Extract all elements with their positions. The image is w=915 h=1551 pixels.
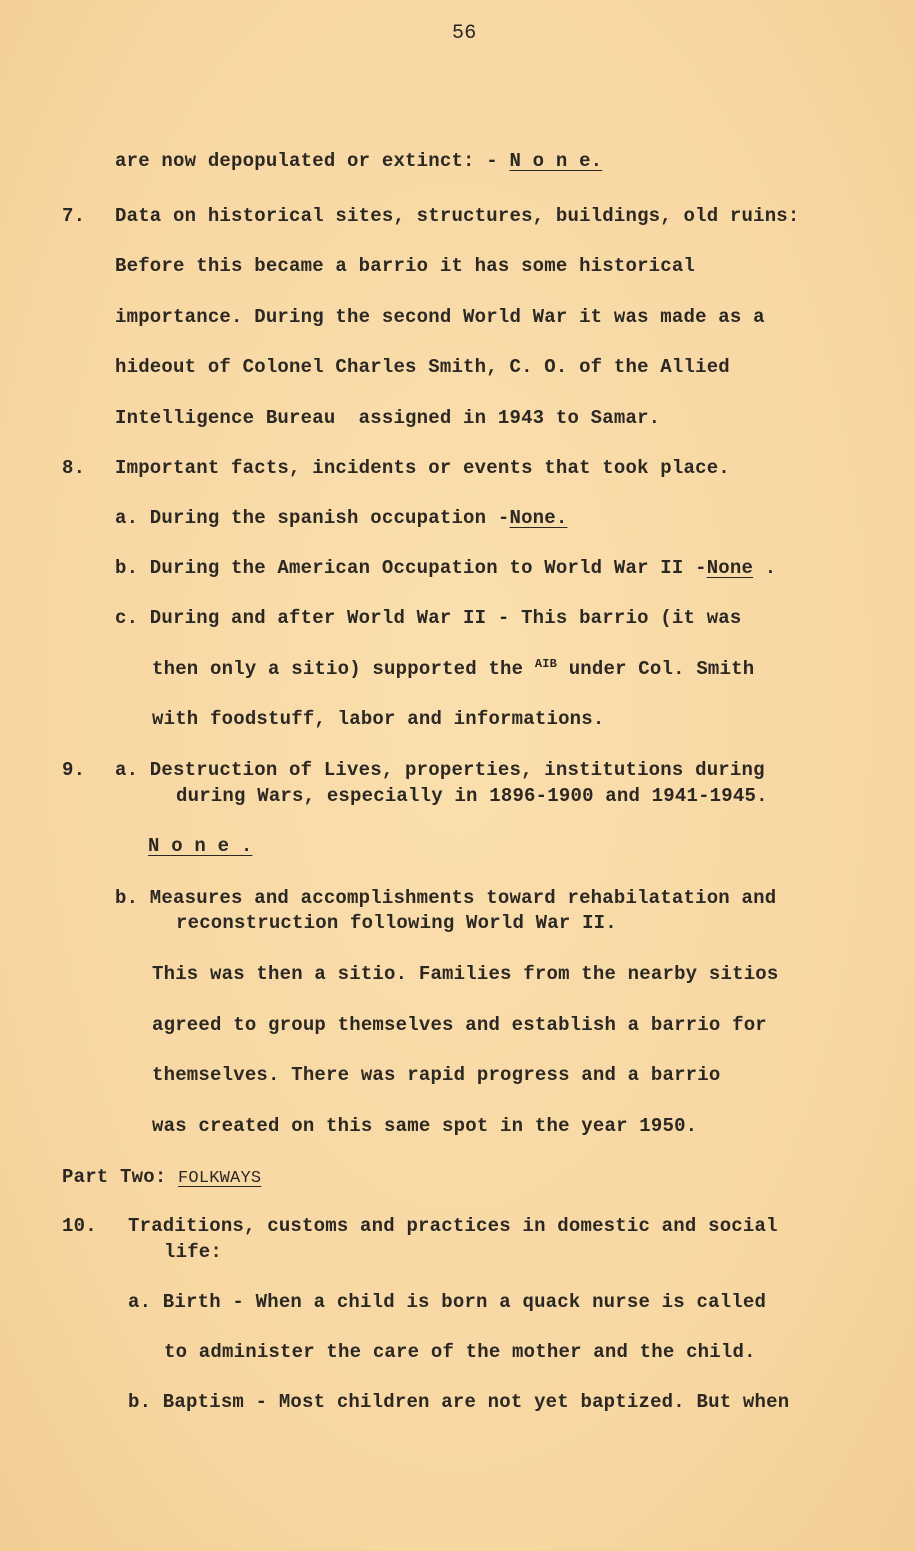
- item-10a-line-1: a. Birth - When a child is born a quack nurse is called: [128, 1291, 767, 1313]
- item-9a-line-2: during Wars, especially in 1896-1900 and 1941-1945.: [176, 785, 768, 807]
- item-8a-answer: None.: [509, 507, 568, 529]
- item-10-line-2: life:: [164, 1241, 223, 1263]
- line-depopulated-text: are now depopulated or extinct: -: [115, 150, 510, 172]
- item-9b-line-6: was created on this same spot in the year 1950.: [152, 1115, 698, 1137]
- item-9b-line-2: reconstruction following World War II.: [176, 912, 617, 934]
- item-8c-line-1: c. During and after World War II - This barrio (it was: [115, 607, 742, 629]
- item-8b-end: .: [753, 557, 777, 579]
- item-9b-line-1: b. Measures and accomplishments toward rehabilatation and: [115, 887, 777, 909]
- line-depopulated: [115, 149, 602, 173]
- item-8a: [115, 506, 567, 530]
- line-depopulated-answer: N o n e.: [509, 150, 603, 172]
- item-8c-line-3: with foodstuff, labor and informations.: [152, 708, 605, 730]
- item-8c-line-2: [152, 657, 754, 683]
- aib-abbreviation: AIB: [534, 657, 558, 671]
- item-7-line-4: hideout of Colonel Charles Smith, C. O. of the Allied: [115, 356, 730, 378]
- item-8-line-1: Important facts, incidents or events that took place.: [115, 457, 730, 479]
- item-9-number: 9.: [62, 759, 86, 781]
- item-8b-text: b. During the American Occupation to World War II -: [115, 557, 707, 579]
- item-7-number: 7.: [62, 205, 86, 227]
- part-two-heading: [62, 1165, 261, 1191]
- item-10a-line-2: to administer the care of the mother and the child.: [164, 1341, 756, 1363]
- item-9a-line-1: a. Destruction of Lives, properties, institutions during: [115, 759, 765, 781]
- item-7-line-2: Before this became a barrio it has some historical: [115, 255, 696, 277]
- page-number: 56: [452, 22, 477, 45]
- part-two-title: FOLKWAYS: [178, 1169, 262, 1188]
- item-8c-line-2a: then only a sitio) supported the: [152, 658, 535, 680]
- item-10-line-1: Traditions, customs and practices in domestic and social: [128, 1215, 778, 1237]
- item-9b-line-4: agreed to group themselves and establish a barrio for: [152, 1014, 767, 1036]
- item-9b-line-5: themselves. There was rapid progress and a barrio: [152, 1064, 721, 1086]
- item-7-line-1: Data on historical sites, structures, buildings, old ruins:: [115, 205, 800, 227]
- item-8a-text: a. During the spanish occupation -: [115, 507, 510, 529]
- part-two-label: Part Two:: [62, 1166, 179, 1188]
- item-10b-line-1: b. Baptism - Most children are not yet baptized. But when: [128, 1391, 790, 1413]
- item-8-number: 8.: [62, 457, 86, 479]
- item-8b-answer: None: [706, 557, 754, 579]
- item-10-number: 10.: [62, 1215, 97, 1237]
- item-8c-line-2b: under Col. Smith: [557, 658, 755, 680]
- item-9a-answer: N o n e .: [148, 835, 253, 857]
- item-7-line-5: Intelligence Bureau assigned in 1943 to Samar.: [115, 407, 661, 429]
- item-9b-line-3: This was then a sitio. Families from the nearby sitios: [152, 963, 779, 985]
- item-8b: [115, 556, 776, 580]
- item-7-line-3: importance. During the second World War it was made as a: [115, 306, 765, 328]
